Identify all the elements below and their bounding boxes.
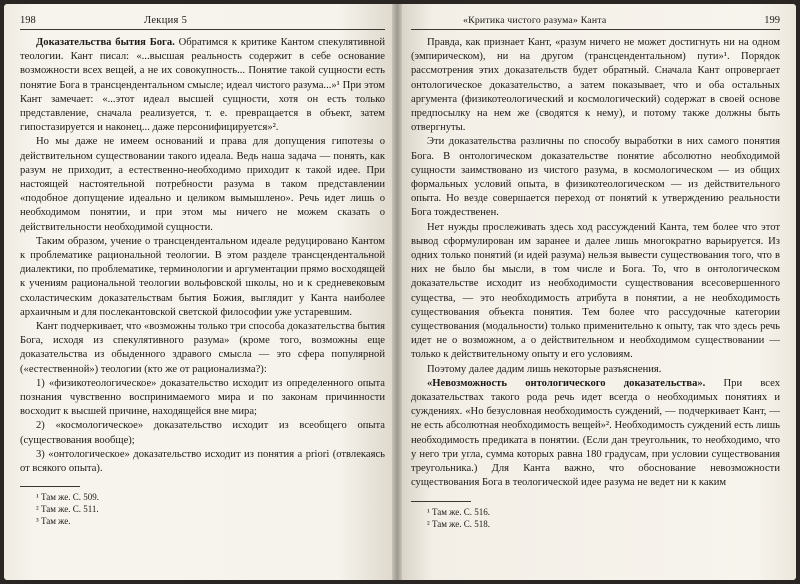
right-page-header [411, 14, 780, 30]
footnote: ¹ Там же. С. 516. [427, 506, 491, 517]
footnote: ² Там же. С. 518. [427, 518, 491, 529]
paragraph: Таким образом, учение о трансцендентальном идеале редуцировано Кантом к проблематике рациональной теологии. В этом разделе трансцендентальной диалектики, по проблематике, терминологии и аргументации прямо восходящей к учениям рациональной теологии вольфовской школы, но и к средневековым схоластическим доказательствам бытия Божия, выглядит у Канта наиболее архаичным и для послекантовской светской философии уже устаревшим. [20, 235, 385, 318]
running-head: «Критика чистого разума» Канта [463, 15, 607, 26]
left-body-text [20, 36, 385, 476]
list-item: 2) «космологическое» доказательство исходит из всеобщего опыта (существования вообще); [20, 420, 385, 446]
paragraph-text: Обратимся к критике Кантом спекулятивной теологии. Кант писал: «...высшая реальность содержит в себе основание возможности всех вещей, а не их совокупность... Понятие такой сущности есть понятие Бога в трансцендентальном смысле; идеал чистого разума...»¹ При этом Кант замечает: «...этот идеал высшей сущности, хотя он есть только представление, сначала реализуется, т. е. превращается в объект, затем гипостазируется и наконец... даже персонифицируется»². [20, 37, 385, 134]
footnote: ³ Там же. [36, 516, 71, 527]
list-item: 3) «онтологическое» доказательство исходит из понятия a priori (отвлекаясь от всякого опыта). [20, 448, 385, 475]
book-spread [4, 4, 796, 580]
list-item: 1) «физикотеологическое» доказательство исходит из определенного опыта познания чувственно воспринимаемого мира и по законам причинности восходит к высшей причине, находящейся вне мира; [20, 377, 385, 418]
page-number: 199 [764, 15, 780, 26]
running-head: Лекция 5 [144, 15, 188, 26]
left-page-header [20, 14, 385, 30]
footnote-divider [411, 501, 471, 502]
paragraph: Кант подчеркивает, что «возможны только три способа доказательства бытия Бога, исходя из спекулятивного разума» (кроме того, возможны еще доказательства из обыденного здравого смысла — это сфера популярной («естественной») теологии (кто же от рационализма?): [20, 321, 386, 375]
page-number: 198 [20, 15, 36, 26]
paragraph [411, 377, 780, 491]
left-page [4, 4, 397, 580]
paragraph: Но мы даже не имеем оснований и права для допущения гипотезы о действительном существовании такого идеала. Ведь наша задача — понять, как разум не приходит, а естественно-необходимо приходит к такой идее. При настоящей настоятельной потребности разума в таком представлении «подобное допущение идеально и целиком вымышлено». Речь идет лишь о необходимом понятии, и при этом мы ничего не можем сказать о действительности необходимой сущности. [20, 136, 385, 233]
paragraph-heading: «Невозможность онтологического доказательства». [427, 377, 706, 389]
paragraph: Нет нужды прослеживать здесь ход рассуждений Канта, тем более что этот вывод сформулирован им заранее и далее лишь многократно варьируется. Из одних только понятий (и идей разума) нельзя вывести существования того, что в них не было бы мысли, в том числе и Бога. То, что в онтологическом доказательстве исходит из необходимости существования всесовершенного существа, — это необходимость атрибута в понятии, а не необходимость существования объекта понятия. Тем более что рассудочные категории существования (модальности) только применительно к опыту, так что здесь речь идет не о возможном, а о действительном и необходимом существовании — только к действительному опыту и его условиям. [411, 221, 780, 361]
paragraph-heading: Доказательства бытия Бога. [36, 37, 175, 48]
footnote: ¹ Там же. С. 509. [36, 492, 100, 503]
paragraph: Эти доказательства различны по способу выработки в них самого понятия Бога. В онтологическом доказательстве понятие абсолютно необходимой сущности заимствовано из чистого разума, в космологическом — из общих формальных условий опыта, в физикотеологическом — из действительного опыта. Но везде совершается переход от понятий к утверждению реальности Бога тождественен. [411, 136, 780, 219]
right-page [397, 4, 796, 580]
footnote-divider [20, 486, 80, 487]
paragraph [20, 36, 385, 135]
footnote: ² Там же. С. 511. [36, 504, 99, 515]
paragraph-text: При всех доказательствах такого рода речь идет всегда о необходимых понятиях и суждениях. «Но безусловная необходимость суждений, — подчеркивает Кант, — не есть абсолютная необходимость вещей»². Необходимость суждений есть лишь необходимость предиката в понятии. (Если дан треугольник, то необходимо, что у него три угла, сумма которых равна 180 градусам, при условии существования треугольника.) Для Канта важно, что обоснование невозможности существования Бога в теологической идее разума не ведет ни к каким [411, 377, 780, 489]
paragraph: Поэтому далее дадим лишь некоторые разъяснения. [427, 363, 662, 375]
paragraph: Правда, как признает Кант, «разум ничего не может достигнуть ни на одном (эмпирическом), ни на другом (трансцендентальном) пути»¹. Порядок рассмотрения этих доказательств будет обратный. Сначала Кант опровергает онтологическое доказательство, а затем показывает, что и оба остальных аргумента (физикотеологический и космологический) содержат в своей основе предпосылку на нем же (сводятся к нему), и потому также должны быть отвергнуты. [411, 37, 780, 134]
right-body-text [411, 36, 780, 491]
